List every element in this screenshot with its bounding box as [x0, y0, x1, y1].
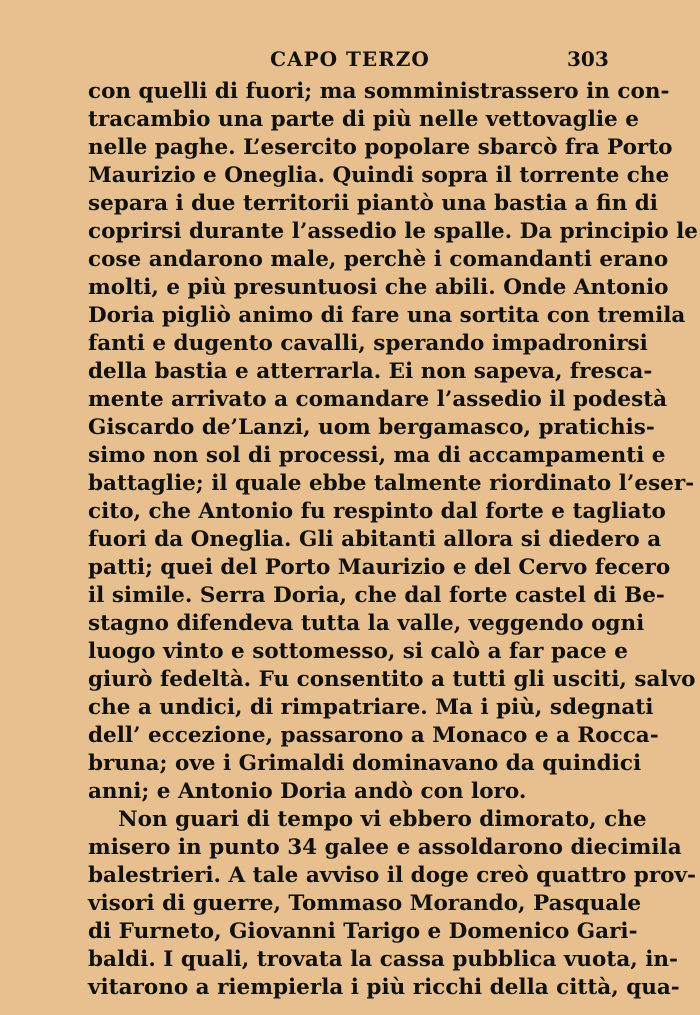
text-line: Maurizio e Oneglia. Quindi sopra il torrente che — [88, 163, 670, 188]
text-line: coprirsi durante l’assedio le spalle. Da principio le — [88, 219, 698, 244]
text-line: Giscardo de’Lanzi, uom bergamasco, pratichis- — [88, 415, 655, 440]
text-line: dell’ eccezione, passarono a Monaco e a Rocca- — [88, 723, 659, 748]
text-line: visori di guerre, Tommaso Morando, Pasquale — [88, 891, 642, 916]
text-line: patti; quei del Porto Maurizio e del Cervo fecero — [88, 555, 671, 580]
text-line: di Furneto, Giovanni Tarigo e Domenico Gari- — [88, 919, 638, 944]
paragraph-start-line: Non guari di tempo vi ebbero dimorato, che — [118, 807, 647, 832]
text-line: separa i due territorii piantò una bastia a fin di — [88, 191, 658, 216]
text-line: stagno difendeva tutta la valle, veggendo ogni — [88, 611, 645, 636]
text-line: cito, che Antonio fu respinto dal forte e tagliato — [88, 499, 666, 524]
text-line: con quelli di fuori; ma somministrassero in con- — [88, 79, 670, 104]
text-line: simo non sol di processi, ma di accampamenti e — [88, 443, 666, 468]
text-line: fanti e dugento cavalli, sperando impadronirsi — [88, 331, 648, 356]
text-line: luogo vinto e sottomesso, si calò a far pace e — [88, 639, 628, 664]
text-line: cose andarono male, perchè i comandanti erano — [88, 247, 669, 272]
text-line: balestrieri. A tale avviso il doge creò quattro prov- — [88, 863, 696, 888]
page-number: 303 — [567, 47, 609, 71]
body-text — [88, 78, 698, 1002]
text-line: che a undici, di rimpatriare. Ma i più, sdegnati — [88, 695, 654, 720]
text-line: misero in punto 34 galee e assoldarono diecimila — [88, 835, 682, 860]
running-header — [0, 43, 700, 75]
text-line: tracambio una parte di più nelle vettovaglie e — [88, 107, 639, 132]
text-line: molti, e più presuntuosi che abili. Onde Antonio — [88, 275, 669, 300]
text-line: della bastia e atterrarla. Ei non sapeva, fresca- — [88, 359, 653, 384]
text-line: nelle paghe. L’esercito popolare sbarcò fra Porto — [88, 135, 673, 160]
chapter-title: CAPO TERZO — [270, 47, 430, 71]
text-line: bruna; ove i Grimaldi dominavano da quindici — [88, 751, 642, 776]
text-line: il simile. Serra Doria, che dal forte castel di Be- — [88, 583, 665, 608]
text-line: baldi. I quali, trovata la cassa pubblica vuota, in- — [88, 947, 678, 972]
paragraph-end-line: anni; e Antonio Doria andò con loro. — [88, 779, 527, 804]
text-line: giurò fedeltà. Fu consentito a tutti gli usciti, salvo — [88, 667, 696, 692]
text-line: fuori da Oneglia. Gli abitanti allora si diedero a — [88, 527, 662, 552]
text-line: mente arrivato a comandare l’assedio il podestà — [88, 387, 668, 412]
text-line: Doria pigliò animo di fare una sortita con tremila — [88, 303, 686, 328]
text-line: battaglie; il quale ebbe talmente riordinato l’eser- — [88, 471, 695, 496]
text-line: vitarono a riempierla i più ricchi della città, qua- — [88, 975, 680, 1000]
